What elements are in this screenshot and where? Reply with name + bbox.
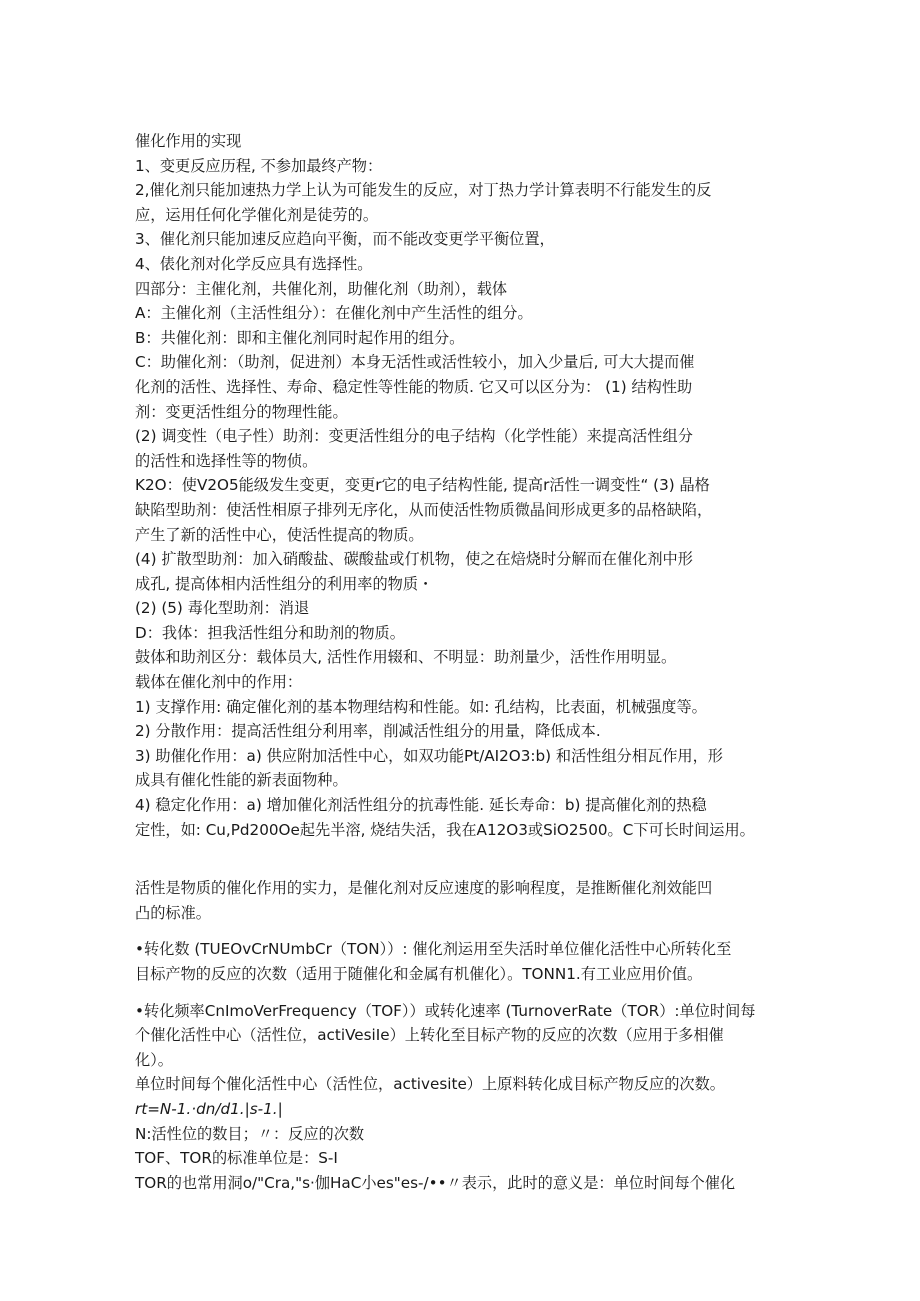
document-body [135, 129, 787, 1195]
text-line: (4) 扩散型助剂：加入硝酸盐、碳酸盐或仃机物，使之在焙烧时分解而在催化剂中形 [135, 550, 693, 569]
tof-line: •转化频率CnImoVerFrequency（TOF））或转化速率 (TurnoverRate（TOR）:单位时间每 [135, 1001, 756, 1020]
catalysis-section [135, 129, 787, 842]
activity-section [135, 876, 787, 925]
text-line: 产生了新的活性中心，使活性提高的物质。 [135, 525, 424, 544]
units-line: TOF、TOR的标准单位是：S-I [135, 1149, 338, 1168]
text-line: 应，运用任何化学催化剂是徒劳的。 [135, 205, 378, 224]
text-line: 定性，如: Cu,Pd200Oe起先半溶, 烧结失活，我在A12O3或SiO2500。C下可长时间运用。 [135, 820, 755, 839]
activity-line: 活性是物质的催化作用的实力，是催化剂对反应速度的影响程度，是推断催化剂效能凹 [135, 879, 713, 898]
text-line: 2) 分散作用：提高活性组分利用率，削减活性组分的用量，降低成本. [135, 722, 601, 741]
text-line: 4、俵化剂对化学反应具有选择性。 [135, 254, 373, 273]
text-line: 3) 助催化作用：a) 供应附加活性中心，如双功能Pt/AI2O3:b) 和活性组分相瓦作用，形 [135, 746, 723, 765]
units-section [135, 1122, 787, 1196]
text-line: 成孔, 提高体相内活性组分的利用率的物质・ [135, 574, 434, 593]
section-spacer [135, 842, 787, 876]
text-line: 载体在催化剂中的作用： [135, 673, 303, 692]
text-line: (2) 调变性（电子性）助剂：变更活性组分的电子结构（化学性能）来提高活性组分 [135, 427, 693, 446]
tof-line: 化）。 [135, 1050, 173, 1069]
ton-line: •转化数 (TUEOvCrNUmbCr（TON））: 催化剂运用至失活时单位催化活性中心所转化至 [135, 940, 732, 959]
rate-formula: rt=N-1.·dn/d1.|s-1.| [135, 1099, 283, 1118]
text-line: 四部分：主催化剂，共催化剂，助催化剂（助剂），载体 [135, 279, 508, 298]
text-line: 的活性和选择性等的物侦。 [135, 451, 318, 470]
text-line: 2,催化剂只能加速热力学上认为可能发生的反应，对丁热力学计算表明不行能发生的反 [135, 181, 712, 200]
text-line: 剂：变更活性组分的物理性能。 [135, 402, 348, 421]
text-line: D：我体：担我活性组分和助剂的物质。 [135, 623, 405, 642]
section-spacer [135, 925, 787, 937]
ton-line: 目标产物的反应的次数（适用于随催化和金属有机催化）。TONN1.有工业应用价值。 [135, 965, 703, 983]
text-line: (2) (5) 毒化型助剂：消退 [135, 599, 310, 618]
text-line: B：共催化剂：即和主催化剂同时起作用的组分。 [135, 328, 465, 347]
tof-line: 个催化活性中心（活性位，actiVesiIe）上转化至目标产物的反应的次数（应用于多相催 [135, 1026, 724, 1045]
text-line: 化剂的活性、选择性、寿命、稳定性等性能的物质. 它又可以区分为： (1) 结构性助 [135, 377, 693, 396]
text-line: 催化作用的实现 [135, 132, 242, 150]
units-line: TOR的也常用洞o/"Cra,"s·伽HaC小es"es-/••〃表示，此时的意义是：单位时间每个催化 [135, 1173, 736, 1192]
text-line: K2O：使V2O5能级发生变更，变更r它的电子结构性能, 提高r活性一调变性“ (3) 晶格 [135, 476, 710, 495]
ton-section [135, 937, 787, 986]
text-line: 1、变更反应历程, 不参加最终产物： [135, 156, 383, 175]
text-line: C：助催化剂：（助剂，促进剂）本身无活性或活性较小，加入少量后, 可大大提而催 [135, 353, 695, 372]
text-line: 成具有催化性能的新表面物种。 [135, 771, 348, 790]
tof-section [135, 999, 787, 1097]
activity-line: 凸的标准。 [135, 903, 211, 922]
units-line: N:活性位的数目；〃：反应的次数 [135, 1124, 365, 1143]
text-line: 3、催化剂只能加速反应趋向平衡，而不能改变更学平衡位置， [135, 230, 555, 249]
text-line: 1) 支撑作用: 确定催化剂的基本物理结构和性能。如: 孔结构，比表面，机械强度等。 [135, 697, 707, 716]
text-line: A：主催化剂（主活性组分）：在催化剂中产生活性的组分。 [135, 304, 533, 323]
section-spacer [135, 987, 787, 999]
text-line: 缺陷型助剂：使活性相原子排列无序化，从而使活性物质微晶间形成更多的品格缺陷， [135, 500, 713, 519]
tof-line: 单位时间每个催化活性中心（活性位，activesite）上原料转化成目标产物反应的次数。 [135, 1075, 725, 1094]
text-line: 鼓体和助剂区分：载体员大, 活性作用辍和、不明显：助剂量少，活性作用明显。 [135, 648, 677, 667]
text-line: 4) 稳定化作用：a) 增加催化剂活性组分的抗毒性能. 延长寿命：b) 提高催化剂的热稳 [135, 796, 707, 815]
